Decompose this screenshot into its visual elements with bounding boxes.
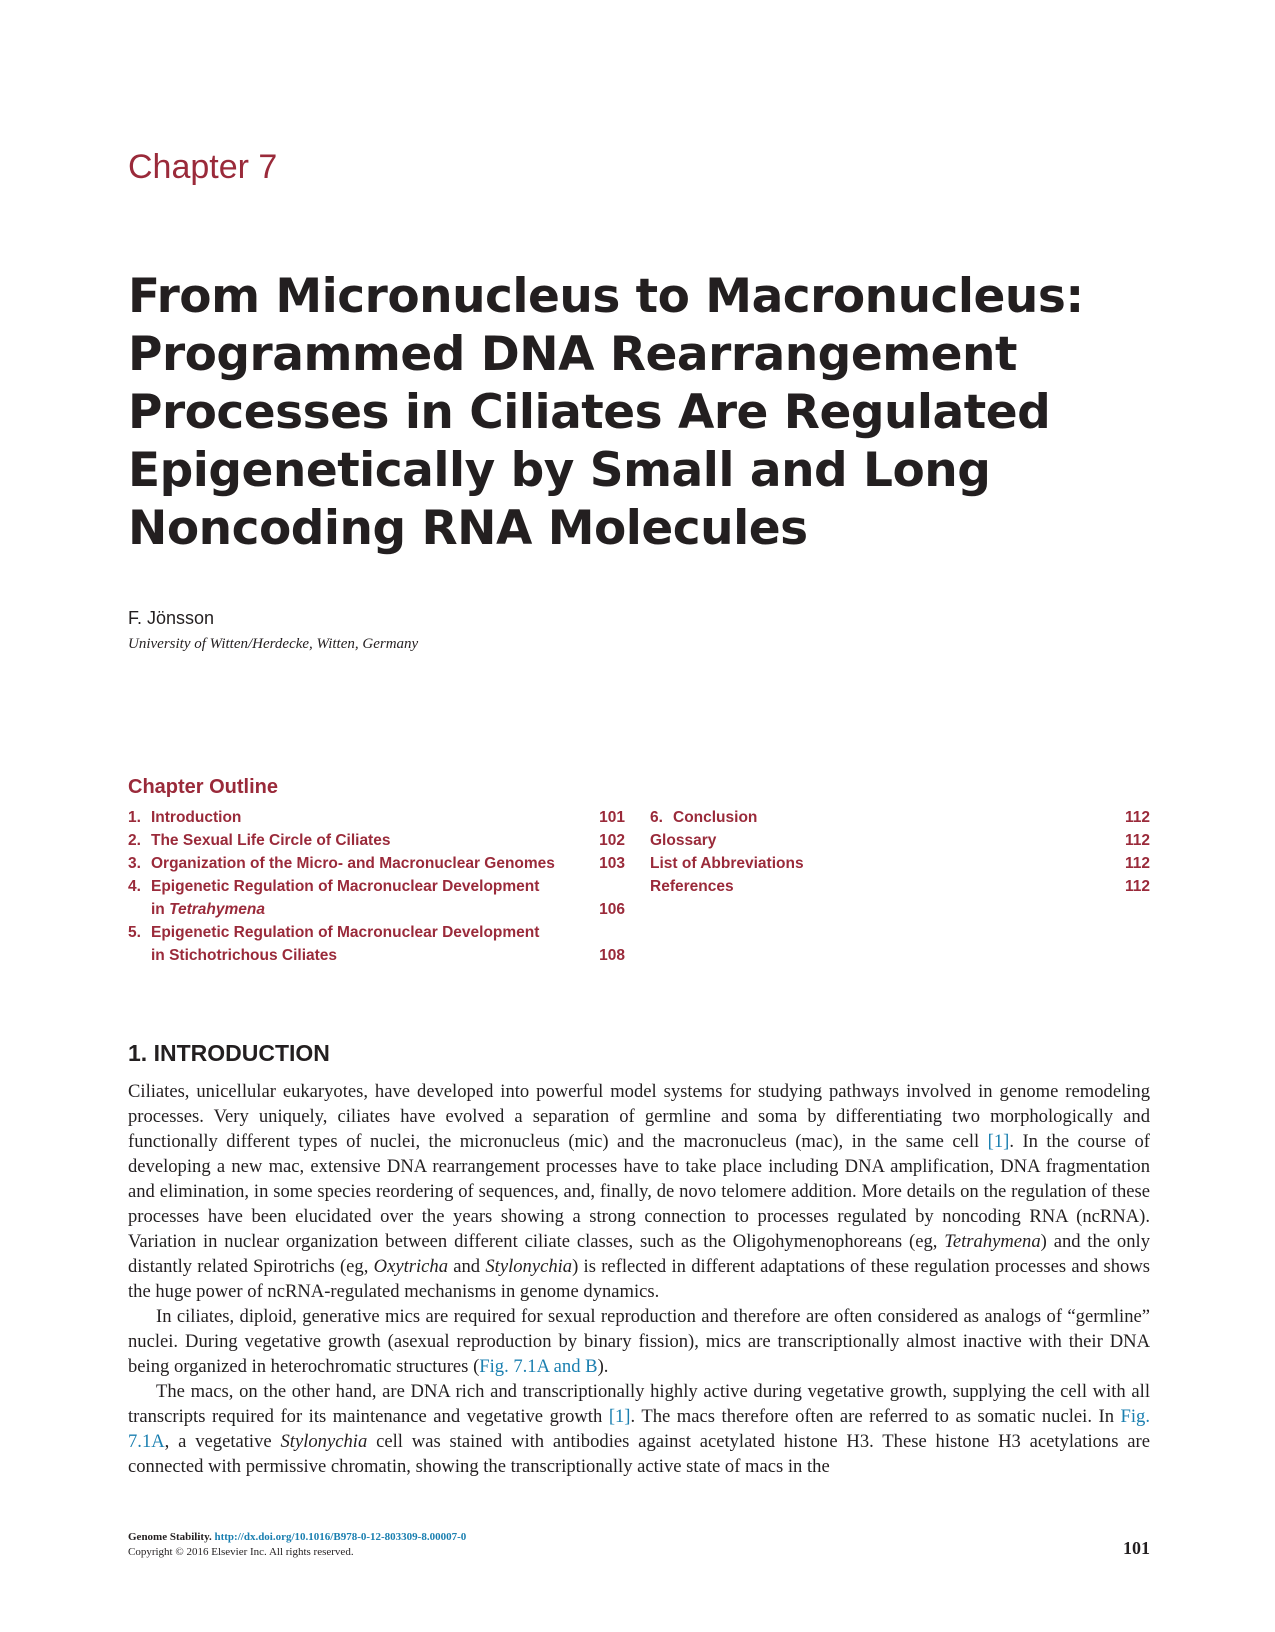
toc-label: References (650, 878, 734, 895)
toc-page: 102 (599, 832, 625, 849)
toc-page: 106 (599, 901, 625, 918)
toc-entry-glossary[interactable] (650, 829, 1150, 852)
toc-label: Introduction (151, 809, 242, 826)
paragraph-3: The macs, on the other hand, are DNA rich and transcriptionally highly active during vegetative growth, supplying the cell with all transcripts required for its maintenance and vegetative growth [1]. The macs therefore often are referred to as somatic nuclei. In Fig. 7.1A, a vegetative Stylonychia cell was stained with antibodies against acetylated histone H3. These histone H3 acetylations are connected with permissive chromatin, showing the transcriptionally active state of macs in the (128, 1381, 1150, 1477)
paragraph-1: Ciliates, unicellular eukaryotes, have developed into powerful model systems for studying pathways involved in genome remodeling processes. Very uniquely, ciliates have evolved a separation of germline and soma by differentiating two morphologically and functionally different types of nuclei, the micronucleus (mic) and the macronucleus (mac), in the same cell [1]. In the course of developing a new mac, extensive DNA rearrangement processes have to take place including DNA amplification, DNA fragmentation and elimination, in some species reordering of sequences, and, finally, de novo telomere addition. More details on the regulation of these processes have been elucidated over the years showing a strong connection to processes regulated by noncoding RNA (ncRNA). Variation in nuclear organization between different ciliate classes, such as the Oligohymenophoreans (eg, Tetrahymena) and the only distantly related Spirotrichs (eg, Oxytricha and Stylonychia) is reflected in different adaptations of these regulation processes and shows the huge power of ncRNA-regulated mechanisms in genome dynamics. (128, 1081, 1150, 1302)
title-line: Processes in Ciliates Are Regulated (128, 385, 1051, 440)
toc-label: The Sexual Life Circle of Ciliates (151, 832, 391, 849)
title-line: Noncoding RNA Molecules (128, 501, 808, 556)
toc-page: 103 (599, 855, 625, 872)
footer-copyright: Copyright © 2016 Elsevier Inc. All rights reserved. (128, 1546, 354, 1558)
section-heading-introduction: 1. INTRODUCTION (128, 1040, 330, 1066)
toc-entry-sexual-life-circle[interactable] (128, 829, 625, 852)
toc-label: Glossary (650, 832, 717, 849)
toc-entry-tetrahymena[interactable] (128, 875, 625, 921)
toc-number: 4. (128, 878, 141, 895)
footer-citation (128, 1530, 466, 1560)
figure-link[interactable]: Fig. 7.1A (128, 1406, 1150, 1452)
toc-label: Conclusion (673, 809, 758, 826)
toc-entry-genome-organization[interactable] (128, 852, 625, 875)
outline-left-column (128, 806, 625, 967)
title-line: Epigenetically by Small and Long (128, 443, 991, 498)
toc-number: 5. (128, 924, 141, 941)
footer-book-title: Genome Stability. (128, 1531, 212, 1543)
toc-label-italic: Tetrahymena (169, 901, 265, 918)
toc-page: 112 (1124, 855, 1150, 872)
outline-right-column (650, 806, 1150, 898)
toc-label-cont: in Stichotrichous Ciliates (151, 947, 338, 964)
title-line: From Micronucleus to Macronucleus: (128, 269, 1084, 324)
toc-entry-abbreviations[interactable] (650, 852, 1150, 875)
toc-entry-conclusion[interactable] (650, 806, 1150, 829)
toc-label: Epigenetic Regulation of Macronuclear Development (151, 878, 540, 895)
toc-label: List of Abbreviations (650, 855, 804, 872)
toc-number: 3. (128, 855, 141, 872)
toc-page: 112 (1124, 878, 1150, 895)
toc-number: 6. (650, 809, 663, 826)
toc-number: 1. (128, 809, 141, 826)
author-name: F. Jönsson (128, 608, 215, 628)
toc-page: 112 (1124, 832, 1150, 849)
toc-number: 2. (128, 832, 141, 849)
toc-label: Organization of the Micro- and Macronuclear Genomes (151, 855, 555, 872)
body-text (128, 1079, 1150, 1479)
doi-link[interactable]: http://dx.doi.org/10.1016/B978-0-12-803309-8.00007-0 (214, 1531, 467, 1543)
reference-link[interactable]: [1] (987, 1131, 1010, 1152)
toc-entry-references[interactable] (650, 875, 1150, 898)
toc-entry-introduction[interactable] (128, 806, 625, 829)
toc-page: 112 (1124, 809, 1150, 826)
toc-label: Epigenetic Regulation of Macronuclear Development (151, 924, 540, 941)
outline-heading: Chapter Outline (128, 776, 279, 798)
title-line: Programmed DNA Rearrangement (128, 327, 1017, 382)
toc-entry-stichotrichous[interactable] (128, 921, 625, 967)
toc-label-cont: in (151, 901, 170, 918)
paragraph-2: In ciliates, diploid, generative mics are required for sexual reproduction and therefore are often considered as analogs of “germline” nuclei. During vegetative growth (asexual reproduction by binary fission), mics are transcriptionally almost inactive with their DNA being organized in heterochromatic structures (Fig. 7.1A and B). (128, 1306, 1150, 1377)
toc-page: 108 (599, 947, 625, 964)
author-affiliation: University of Witten/Herdecke, Witten, Germany (128, 636, 419, 652)
figure-link[interactable]: Fig. 7.1A and B (479, 1356, 598, 1377)
reference-link[interactable]: [1] (608, 1406, 631, 1427)
chapter-title (128, 268, 1158, 558)
toc-page: 101 (599, 809, 625, 826)
page-number: 101 (1123, 1538, 1150, 1558)
chapter-label: Chapter 7 (128, 148, 278, 186)
